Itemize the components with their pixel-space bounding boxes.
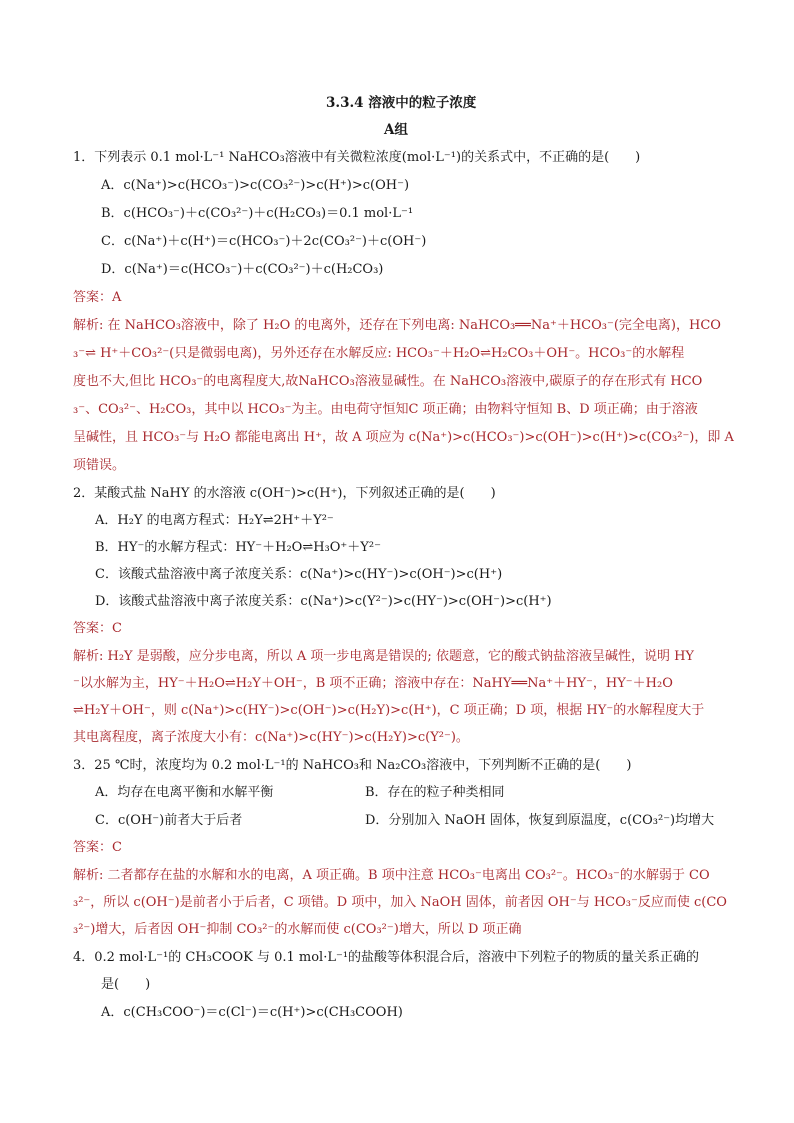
question-1-option-b: B．c(HCO₃⁻)＋c(CO₃²⁻)＋c(H₂CO₃)＝0.1 mol·L⁻¹ bbox=[101, 206, 414, 221]
question-3-analysis-line: 解析: 二者都存在盐的水解和水的电离，A 项正确。B 项中注意 HCO₃⁻电离出 CO₃²⁻。HCO₃⁻的水解弱于 CO bbox=[73, 868, 710, 883]
question-3-analysis-line: ₃²⁻)增大，后者因 OH⁻抑制 CO₃²⁻的水解而使 c(CO₃²⁻)增大，所以 D 项正确 bbox=[73, 922, 522, 937]
question-3-option-b: B．存在的粒子种类相同 bbox=[365, 785, 505, 800]
question-2-option-a: A．H₂Y 的电离方程式：H₂Y⇌2H⁺＋Y²⁻ bbox=[95, 513, 334, 528]
question-2-analysis-line: 解析: H₂Y 是弱酸，应分步电离，所以 A 项一步电离是错误的; 依题意，它的酸式钠盐溶液呈碱性，说明 HY bbox=[73, 649, 694, 664]
question-1-analysis-line: 项错误。 bbox=[73, 458, 126, 473]
question-2-analysis-line: ⁻以水解为主，HY⁻＋H₂O⇌H₂Y＋OH⁻，B 项不正确；溶液中存在：NaHY══Na⁺＋HY⁻，HY⁻＋H₂O bbox=[73, 676, 673, 691]
question-4-stem-continued: 是( ) bbox=[101, 977, 151, 992]
question-2-analysis-line: ⇌H₂Y＋OH⁻，则 c(Na⁺)>c(HY⁻)>c(OH⁻)>c(H₂Y)>c(H⁺)，C 项正确；D 项，根据 HY⁻的水解程度大于 bbox=[73, 703, 705, 718]
question-2-option-c: C．该酸式盐溶液中离子浓度关系：c(Na⁺)>c(HY⁻)>c(OH⁻)>c(H⁺) bbox=[95, 567, 503, 582]
group-heading: A组 bbox=[384, 122, 408, 138]
question-3-option-a: A．均存在电离平衡和水解平衡 bbox=[95, 785, 274, 800]
question-1-answer: 答案：A bbox=[73, 290, 122, 305]
question-1-analysis-line: 度也不大,但比 HCO₃⁻的电离程度大,故NaHCO₃溶液显碱性。在 NaHCO₃溶液中,碳原子的存在形式有 HCO bbox=[73, 374, 703, 389]
question-3-option-c: C．c(OH⁻)前者大于后者 bbox=[95, 813, 243, 828]
question-2-stem: 2．某酸式盐 NaHY 的水溶液 c(OH⁻)>c(H⁺)，下列叙述正确的是( ) bbox=[73, 486, 496, 501]
question-1-stem: 1．下列表示 0.1 mol·L⁻¹ NaHCO₃溶液中有关微粒浓度(mol·L⁻¹)的关系式中，不正确的是( ) bbox=[73, 150, 641, 165]
question-1-analysis-line: 呈碱性，且 HCO₃⁻与 H₂O 都能电离出 H⁺，故 A 项应为 c(Na⁺)>c(HCO₃⁻)>c(OH⁻)>c(H⁺)>c(CO₃²⁻)，即 A bbox=[73, 430, 734, 445]
question-1-analysis-line: ₃⁻⇌ H⁺＋CO₃²⁻(只是微弱电离)，另外还存在水解反应: HCO₃⁻＋H₂O⇌H₂CO₃＋OH⁻。HCO₃⁻的水解程 bbox=[73, 346, 685, 361]
question-2-option-b: B．HY⁻的水解方程式：HY⁻＋H₂O⇌H₃O⁺＋Y²⁻ bbox=[95, 540, 381, 555]
question-1-option-a: A．c(Na⁺)>c(HCO₃⁻)>c(CO₃²⁻)>c(H⁺)>c(OH⁻) bbox=[101, 178, 410, 193]
question-3-option-d: D．分别加入 NaOH 固体，恢复到原温度，c(CO₃²⁻)均增大 bbox=[365, 813, 715, 828]
question-1-analysis-line: 解析: 在 NaHCO₃溶液中，除了 H₂O 的电离外，还存在下列电离: NaHCO₃══Na⁺＋HCO₃⁻(完全电离)，HCO bbox=[73, 318, 721, 333]
page-title: 3.3.4 溶液中的粒子浓度 bbox=[326, 95, 477, 111]
question-2-analysis-line: 其电离程度，离子浓度大小有：c(Na⁺)>c(HY⁻)>c(H₂Y)>c(Y²⁻)。 bbox=[73, 730, 469, 745]
question-3-analysis-line: ₃²⁻，所以 c(OH⁻)是前者小于后者，C 项错。D 项中，加入 NaOH 固体，前者因 OH⁻与 HCO₃⁻反应而使 c(CO bbox=[73, 895, 727, 910]
question-4-option-a: A．c(CH₃COO⁻)＝c(Cl⁻)＝c(H⁺)>c(CH₃COOH) bbox=[101, 1005, 403, 1020]
question-4-stem: 4．0.2 mol·L⁻¹的 CH₃COOK 与 0.1 mol·L⁻¹的盐酸等体积混合后，溶液中下列粒子的物质的量关系正确的 bbox=[73, 950, 700, 965]
question-1-option-c: C．c(Na⁺)＋c(H⁺)＝c(HCO₃⁻)＋2c(CO₃²⁻)＋c(OH⁻) bbox=[101, 234, 427, 249]
question-1-analysis-line: ₃⁻、CO₃²⁻、H₂CO₃，其中以 HCO₃⁻为主。由电荷守恒知C 项正确；由物料守恒知 B、D 项正确；由于溶液 bbox=[73, 402, 698, 417]
question-3-stem: 3．25 ℃时，浓度均为 0.2 mol·L⁻¹的 NaHCO₃和 Na₂CO₃溶液中，下列判断不正确的是( ) bbox=[73, 758, 632, 773]
question-2-answer: 答案：C bbox=[73, 621, 122, 636]
question-3-answer: 答案：C bbox=[73, 840, 122, 855]
question-1-option-d: D．c(Na⁺)＝c(HCO₃⁻)＋c(CO₃²⁻)＋c(H₂CO₃) bbox=[101, 262, 384, 277]
question-2-option-d: D．该酸式盐溶液中离子浓度关系：c(Na⁺)>c(Y²⁻)>c(HY⁻)>c(OH⁻)>c(H⁺) bbox=[95, 594, 552, 609]
